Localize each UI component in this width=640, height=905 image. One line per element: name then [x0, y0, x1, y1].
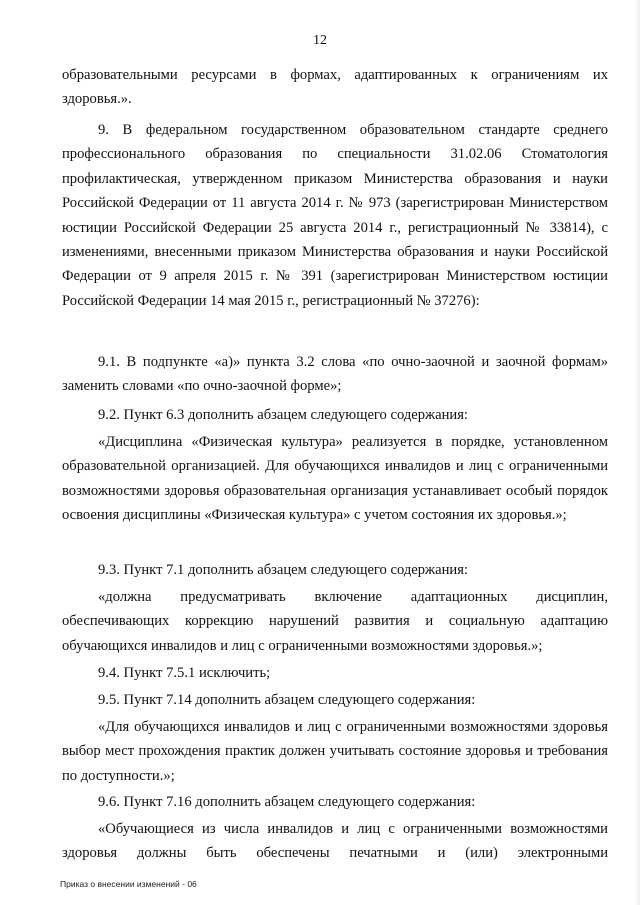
page-footer: Приказ о внесении изменений - 06 [60, 879, 197, 889]
paragraph-quote-students: «Обучающиеся из числа инвалидов и лиц с ограниченными возможностями здоровья должны быть обеспечены печатными и (или) электронными [62, 821, 608, 862]
paragraph-continuation: образовательными ресурсами в формах, адаптированных к ограничениям их здоровья.». [62, 67, 608, 108]
paragraph-item-9: 9. В федеральном государственном образовательном стандарте среднего профессионального образования по специальности 31.02.06 Стоматология профилактическая, утвержденном приказом Министерства образования и науки Российской Федерации от 11 августа 2014 г. № 973 (зарегистрирован Министерством юстиции Российской Федерации 25 августа 2014 г., регистрационный № 33814), с изменениями, внесенными приказом Министерства образования и науки Российской Федерации от 9 апреля 2015 г. № 391 (зарегистрирован Министерством юстиции Российской Федерации 14 мая 2015 г., регистрационный № 37276): [62, 122, 608, 309]
paragraph-item-9-1: 9.1. В подпункте «а)» пункта 3.2 слова «по очно-заочной и заочной формам» заменить словами «по очно-заочной форме»; [62, 354, 608, 395]
paragraph-item-9-5: 9.5. Пункт 7.14 дополнить абзацем следующего содержания: [98, 692, 476, 708]
paragraph-quote-physical-culture: «Дисциплина «Физическая культура» реализуется в порядке, установленном образовательной организацией. Для обучающихся инвалидов и лиц с ограниченными возможностями здоровья образовательная организация устанавливает особый порядок освоения дисциплины «Физическая культура» с учетом состояния их здоровья.»; [62, 434, 608, 524]
scan-edge-shadow [634, 0, 640, 905]
paragraph-item-9-3: 9.3. Пункт 7.1 дополнить абзацем следующего содержания: [98, 562, 468, 578]
paragraph-item-9-4: 9.4. Пункт 7.5.1 исключить; [98, 665, 271, 681]
paragraph-quote-practice: «Для обучающихся инвалидов и лиц с ограниченными возможностями здоровья выбор мест прохождения практик должен учитывать состояние здоровья и требования по доступности.»; [62, 719, 608, 784]
page-number: 12 [313, 33, 327, 48]
paragraph-quote-adaptation: «должна предусматривать включение адаптационных дисциплин, обеспечивающих коррекцию нарушений развития и социальную адаптацию обучающихся инвалидов и лиц с ограниченными возможностями здоровья.»; [62, 589, 608, 654]
paragraph-item-9-2: 9.2. Пункт 6.3 дополнить абзацем следующего содержания: [98, 407, 468, 423]
paragraph-item-9-6: 9.6. Пункт 7.16 дополнить абзацем следующего содержания: [98, 794, 476, 810]
